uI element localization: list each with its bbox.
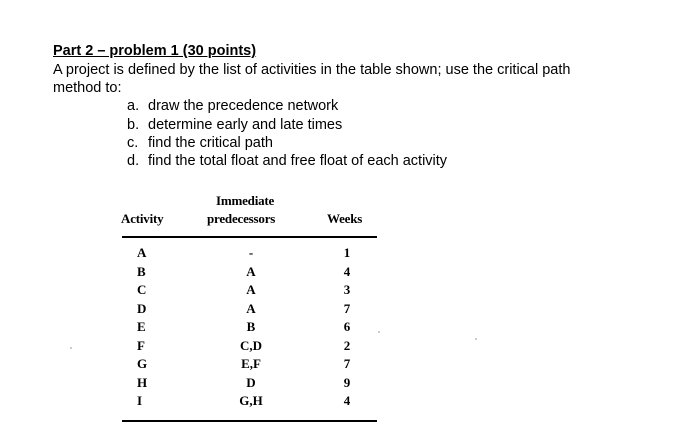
column-header-weeks: Weeks — [327, 211, 363, 226]
table-bottom-rule — [122, 420, 377, 422]
weeks-cell: 6 — [343, 319, 351, 334]
predecessors-cell: A — [246, 300, 256, 316]
activity-table-body — [122, 245, 377, 412]
table-row — [122, 245, 377, 264]
table-row — [122, 375, 377, 394]
weeks-cell: 7 — [343, 300, 351, 316]
intro-text-line-1: A project is defined by the list of activities in the table shown; use the critical path — [53, 62, 571, 78]
weeks-cell: 2 — [343, 337, 351, 353]
task-item-a — [127, 98, 338, 114]
weeks-cell: 1 — [343, 245, 351, 260]
task-item-d — [127, 153, 447, 169]
activity-cell: B — [137, 263, 146, 279]
weeks-cell: 9 — [343, 374, 351, 390]
predecessors-cell: B — [246, 319, 256, 334]
table-row — [122, 356, 377, 375]
weeks-cell: 3 — [343, 282, 351, 297]
predecessors-cell: - — [248, 245, 254, 260]
activity-cell: G — [137, 356, 148, 371]
intro-text-line-2: method to: — [53, 80, 122, 96]
table-top-rule — [122, 236, 377, 238]
column-header-predecessors-line1: Immediate — [216, 193, 275, 208]
task-letter: b. — [127, 117, 140, 133]
activity-cell: C — [137, 282, 147, 297]
activity-cell: H — [137, 374, 148, 390]
table-row — [122, 301, 377, 320]
activity-cell: D — [137, 300, 147, 316]
table-row — [122, 264, 377, 283]
scan-speck — [378, 331, 380, 333]
predecessors-cell: C,D — [239, 337, 263, 353]
problem-heading: Part 2 – problem 1 (30 points) — [53, 43, 257, 59]
task-letter: c. — [127, 135, 139, 151]
predecessors-cell: G,H — [239, 393, 263, 408]
task-letter: a. — [127, 98, 140, 114]
table-row — [122, 282, 377, 301]
task-text: find the total float and free float of each activity — [148, 153, 448, 169]
column-header-predecessors-line2: predecessors — [207, 211, 276, 226]
table-row — [122, 393, 377, 412]
predecessors-cell: A — [246, 263, 256, 279]
weeks-cell: 7 — [343, 356, 351, 371]
predecessors-cell: E,F — [241, 356, 261, 371]
table-row — [122, 338, 377, 357]
activity-cell: E — [137, 319, 146, 334]
activity-cell: A — [137, 245, 147, 260]
weeks-cell: 4 — [343, 393, 351, 408]
activity-cell: I — [137, 393, 143, 408]
task-letter: d. — [127, 153, 140, 169]
task-text: determine early and late times — [148, 117, 343, 133]
predecessors-cell: D — [246, 374, 256, 390]
table-row — [122, 319, 377, 338]
predecessors-cell: A — [246, 282, 256, 297]
column-header-activity: Activity — [121, 211, 164, 226]
task-text: draw the precedence network — [148, 98, 339, 114]
weeks-cell: 4 — [343, 263, 351, 279]
task-item-c — [127, 135, 273, 151]
scan-speck — [70, 347, 72, 349]
scan-speck — [475, 338, 477, 340]
task-text: find the critical path — [148, 135, 273, 151]
task-item-b — [127, 117, 342, 133]
activity-cell: F — [137, 337, 145, 353]
